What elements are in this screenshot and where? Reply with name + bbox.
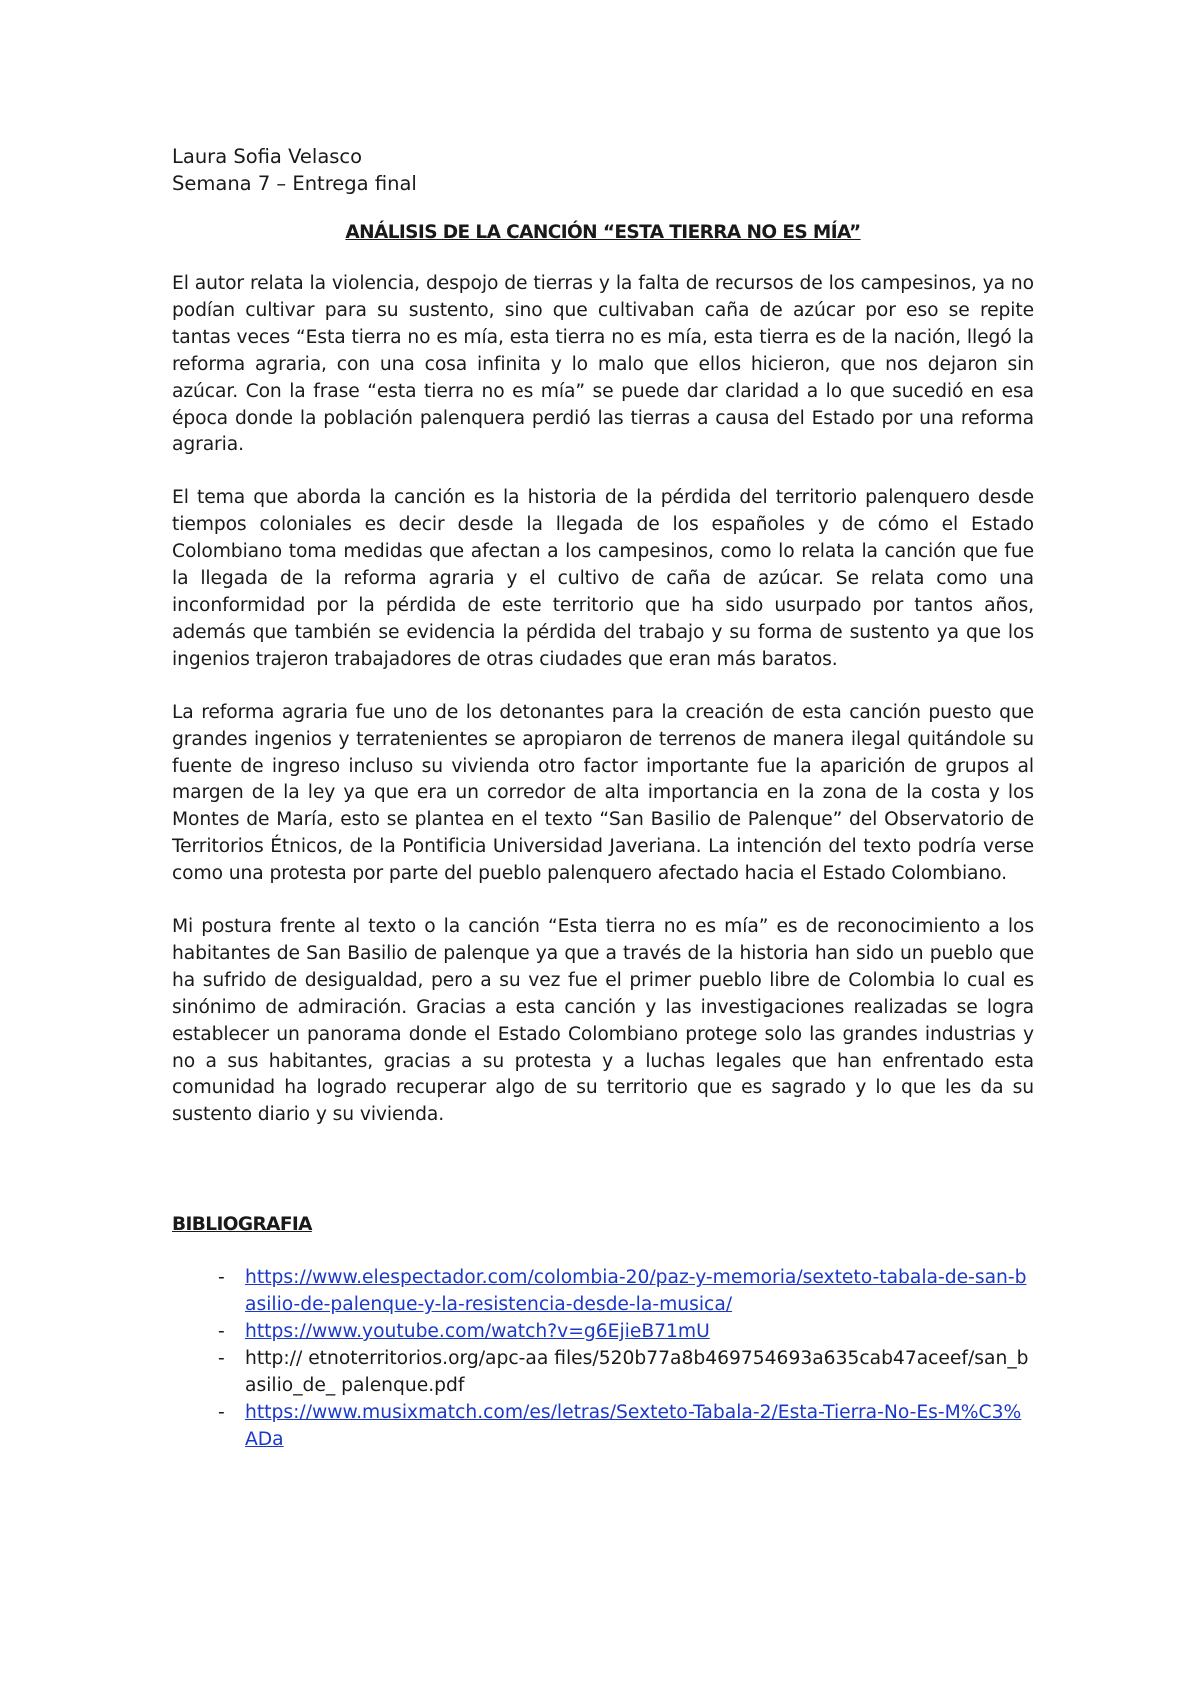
bibliography-link-elespectador[interactable]: https://www.elespectador.com/colombia-20/paz-y-memoria/sexteto-tabala-de-san-basilio-de-palenque-y-la-resistencia-desde-la-musica/ — [245, 1267, 1027, 1316]
document-title: ANÁLISIS DE LA CANCIÓN “ESTA TIERRA NO ES MÍA” — [345, 222, 861, 243]
list-bullet: - — [218, 1348, 225, 1369]
paragraph-4: Mi postura frente al texto o la canción “Esta tierra no es mía” es de reconocimiento a los habitantes de San Basilio de palenque ya que a través de la historia han sido un pueblo que ha sufrido de desigualdad, pero a su vez fue el primer pueblo libre de Colombia lo cual es sinónimo de admiración. Gracias a esta canción y las investigaciones realizadas se logra establecer un panorama donde el Estado Colombiano protege solo las grandes industrias y no a sus habitantes, gracias a su protesta y a luchas legales que han enfrentado esta comunidad ha logrado recuperar algo de su territorio que es sagrado y lo que les da su sustento diario y su vivienda. — [172, 916, 1034, 1126]
bibliography-link-youtube[interactable]: https://www.youtube.com/watch?v=g6EjieB71mU — [245, 1321, 710, 1343]
list-bullet: - — [218, 1321, 225, 1343]
list-bullet: - — [218, 1267, 225, 1289]
bibliography-link-musixmatch[interactable]: https://www.musixmatch.com/es/letras/Sexteto-Tabala-2/Esta-Tierra-No-Es-M%C3%ADa — [245, 1401, 1022, 1450]
bibliography-item — [172, 1319, 1034, 1346]
bibliography-text-etnoterritorios: http:// etnoterritorios.org/apc-aa files/520b77a8b469754693a635cab47aceef/san_basilio_de_ palenque.pdf — [245, 1348, 1029, 1396]
bibliography-item — [172, 1265, 1034, 1319]
bibliography-item — [172, 1400, 1034, 1454]
author-name: Laura Sofia Velasco — [172, 145, 363, 168]
bibliography-list — [172, 1265, 1034, 1453]
paragraph-3: La reforma agraria fue uno de los detonantes para la creación de esta canción puesto que grandes ingenios y terratenientes se apropiaron de terrenos de manera ilegal quitándole su fuente de ingreso incluso su vivienda otro factor importante fue la aparición de grupos al margen de la ley ya que era un corredor de alta importancia en la zona de la costa y los Montes de María, esto se plantea en el texto “San Basilio de Palenque” del Observatorio de Territorios Étnicos, de la Pontificia Universidad Javeriana. La intención del texto podría verse como una protesta por parte del pueblo palenquero afectado hacia el Estado Colombiano. — [172, 701, 1034, 885]
document-page — [172, 143, 1034, 1454]
list-bullet: - — [218, 1401, 225, 1423]
bibliography-item — [172, 1346, 1034, 1400]
paragraph-2: El tema que aborda la canción es la historia de la pérdida del territorio palenquero desde tiempos coloniales es decir desde la llegada de los españoles y de cómo el Estado Colombiano toma medidas que afectan a los campesinos, como lo relata la canción que fue la llegada de la reforma agraria y el cultivo de caña de azúcar. Se relata como una inconformidad por la pérdida de este territorio que ha sido usurpado por tantos años, además que también se evidencia la pérdida del trabajo y su forma de sustento ya que los ingenios trajeron trabajadores de otras ciudades que eran más baratos. — [172, 487, 1034, 670]
paragraph-1: El autor relata la violencia, despojo de tierras y la falta de recursos de los campesinos, ya no podían cultivar para su sustento, sino que cultivaban caña de azúcar por eso se repite tantas veces “Esta tierra no es mía, esta tierra no es mía, esta tierra es de la nación, llegó la reforma agraria, con una cosa infinita y lo malo que ellos hicieron, que nos dejaron sin azúcar. Con la frase “esta tierra no es mía” se puede dar claridad a lo que sucedió en esa época donde la población palenquera perdió las tierras a causa del Estado por una reforma agraria. — [172, 273, 1034, 456]
assignment-subtitle: Semana 7 – Entrega final — [172, 172, 417, 195]
bibliography-heading: BIBLIOGRAFIA — [172, 1214, 312, 1236]
